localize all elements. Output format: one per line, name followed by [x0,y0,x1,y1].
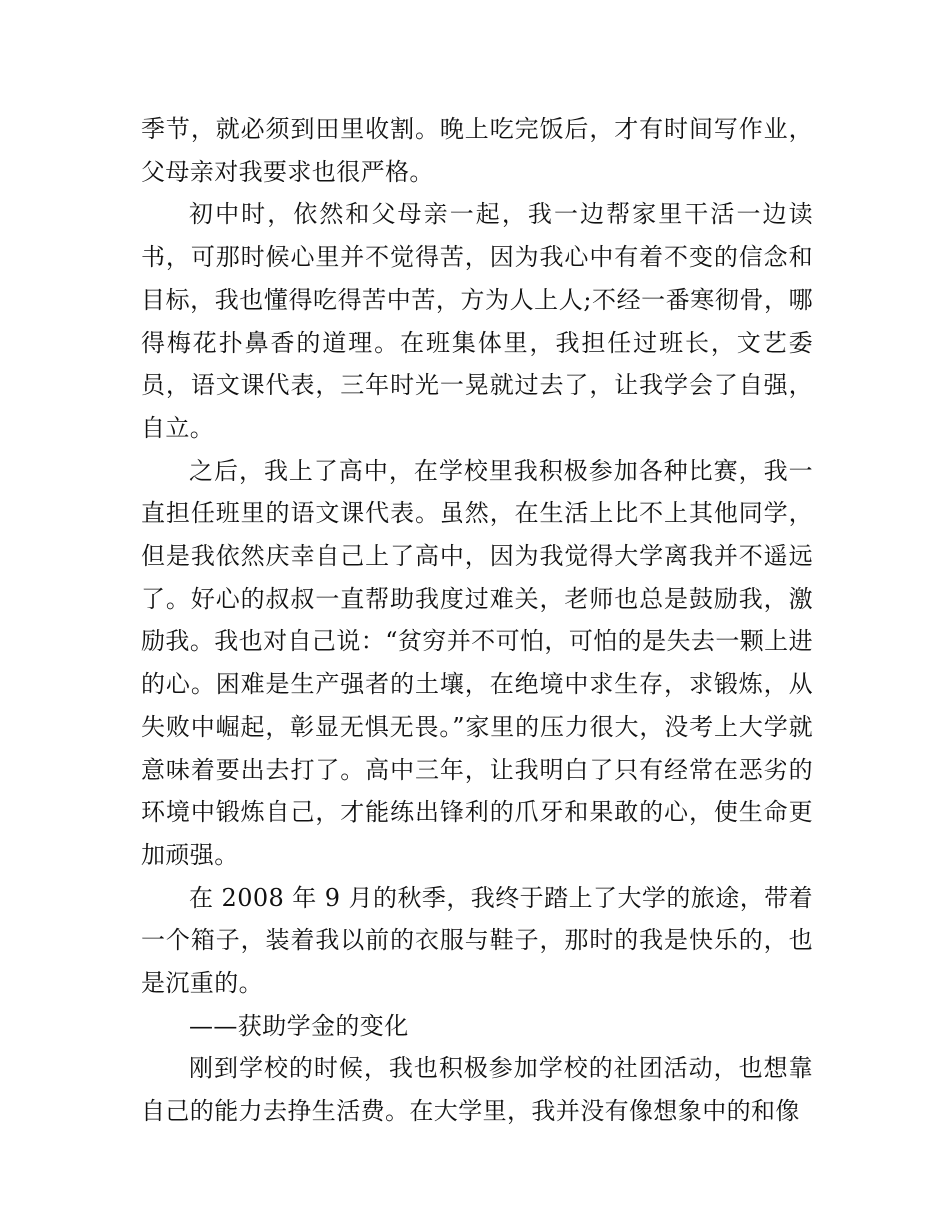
paragraph-2: 初中时，依然和父母亲一起，我一边帮家里干活一边读书，可那时候心里并不觉得苦，因为我心中有着不变的信念和目标，我也懂得吃得苦中苦，方为人上人;不经一番寒彻骨，哪得梅花扑鼻香的道理。在班集体里，我担任过班长，文艺委员，语文课代表，三年时光一晃就过去了，让我学会了自强，自立。 [141,200,813,442]
section-heading: ——获助学金的变化 [189,1011,409,1040]
paragraph-3: 之后，我上了高中，在学校里我积极参加各种比赛，我一直担任班里的语文课代表。虽然，在生活上比不上其他同学，但是我依然庆幸自己上了高中，因为我觉得大学离我并不遥远了。好心的叔叔一直帮助我度过难关，老师也总是鼓励我，激励我。我也对自己说：“贫穷并不可怕，可怕的是失去一颗上进的心。困难是生产强者的土壤，在绝境中求生存，求锻炼，从失败中崛起，彰显无惧无畏。”家里的压力很大，没考上大学就意味着要出去打了。高中三年，让我明白了只有经常在恶劣的环境中锻炼自己，才能练出锋利的爪牙和果敢的心，使生命更加顽强。 [141,456,813,869]
paragraph-4: 在 2008 年 9 月的秋季，我终于踏上了大学的旅途，带着一个箱子，装着我以前的衣服与鞋子，那时的我是快乐的，也是沉重的。 [141,883,813,998]
paragraph-1: 季节，就必须到田里收割。晚上吃完饭后，才有时间写作业，父母亲对我要求也很严格。 [141,115,813,186]
paragraph-5: 刚到学校的时候，我也积极参加学校的社团活动，也想靠自己的能力去挣生活费。在大学里，我并没有像想象中的和像 [141,1054,813,1126]
document-body [141,108,813,1133]
